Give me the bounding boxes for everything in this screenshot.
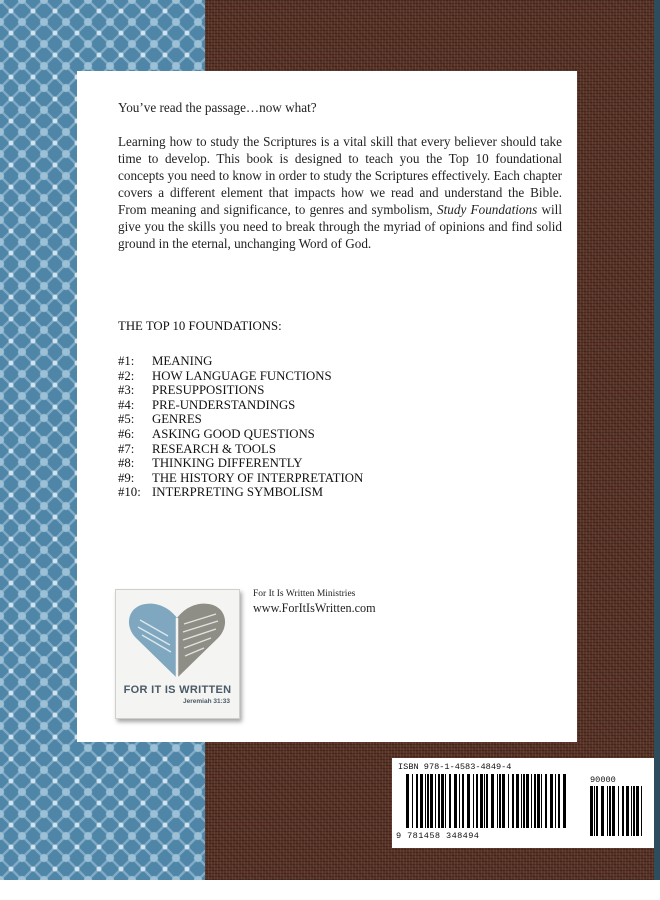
item-label: THE HISTORY OF INTERPRETATION bbox=[152, 470, 364, 485]
foundations-heading: THE TOP 10 FOUNDATIONS: bbox=[118, 319, 282, 333]
intro-text bbox=[118, 99, 562, 252]
item-label: PRESUPPOSITIONS bbox=[152, 383, 265, 398]
item-number: #1: bbox=[118, 354, 135, 368]
logo-reference: Jeremiah 31:33 bbox=[183, 698, 230, 705]
logo-title: FOR IT IS WRITTEN bbox=[123, 684, 232, 696]
item-label: MEANING bbox=[152, 354, 213, 368]
item-number: #5: bbox=[118, 412, 135, 427]
isbn-number: ISBN 978-1-4583-4849-4 bbox=[398, 762, 512, 772]
intro-question: You’ve read the passage…now what? bbox=[118, 100, 317, 115]
website-link[interactable]: www.ForItIsWritten.com bbox=[253, 601, 376, 615]
publisher-logo bbox=[115, 589, 240, 719]
item-number: #9: bbox=[118, 470, 135, 485]
book-title: Study Foundations bbox=[437, 202, 538, 217]
list-item bbox=[118, 354, 558, 369]
list-item bbox=[118, 485, 558, 500]
item-number: #8: bbox=[118, 456, 135, 471]
list-item bbox=[118, 427, 558, 442]
intro-paragraph bbox=[118, 133, 562, 252]
list-item bbox=[118, 456, 558, 471]
item-number: #3: bbox=[118, 383, 135, 398]
item-label: THINKING DIFFERENTLY bbox=[152, 456, 303, 471]
item-number: #7: bbox=[118, 441, 135, 456]
heart-tablets-icon bbox=[116, 590, 239, 685]
foundations-list bbox=[118, 319, 558, 500]
isbn-barcode bbox=[392, 758, 654, 848]
list-item bbox=[118, 471, 558, 486]
list-item bbox=[118, 442, 558, 457]
text-panel bbox=[77, 71, 577, 742]
intro-paragraph-end: will give you the skills you need to break through the myriad of opinions and find solid ground in the eternal, unchanging Word of God. bbox=[118, 202, 563, 251]
item-number: #4: bbox=[118, 397, 135, 412]
item-label: RESEARCH & TOOLS bbox=[152, 441, 276, 456]
item-number: #2: bbox=[118, 368, 135, 383]
price-code: 90000 bbox=[590, 775, 616, 785]
item-number: #6: bbox=[118, 426, 135, 441]
item-label: PRE-UNDERSTANDINGS bbox=[152, 397, 296, 412]
cover-edge bbox=[654, 0, 660, 880]
list-item bbox=[118, 383, 558, 398]
item-label: ASKING GOOD QUESTIONS bbox=[152, 426, 315, 441]
item-label: GENRES bbox=[152, 412, 202, 427]
ministry-name: For It Is Written Ministries bbox=[253, 589, 356, 599]
ean-digits: 9 781458 348494 bbox=[396, 831, 480, 841]
item-number: #10: bbox=[118, 485, 141, 500]
item-label: INTERPRETING SYMBOLISM bbox=[152, 485, 323, 500]
list-item bbox=[118, 369, 558, 384]
list-item bbox=[118, 398, 558, 413]
list-item bbox=[118, 412, 558, 427]
intro-paragraph-start: Learning how to study the Scriptures is a vital skill that every believer should take time to develop. This book is designed to teach you the Top 10 foundational concepts you need to know in order to study the Scriptures effectively. Each chapter covers a different element that impacts how we read and understand the Bible. From meaning and significance, to genres and symbolism, bbox=[118, 134, 562, 217]
item-label: HOW LANGUAGE FUNCTIONS bbox=[152, 368, 332, 383]
